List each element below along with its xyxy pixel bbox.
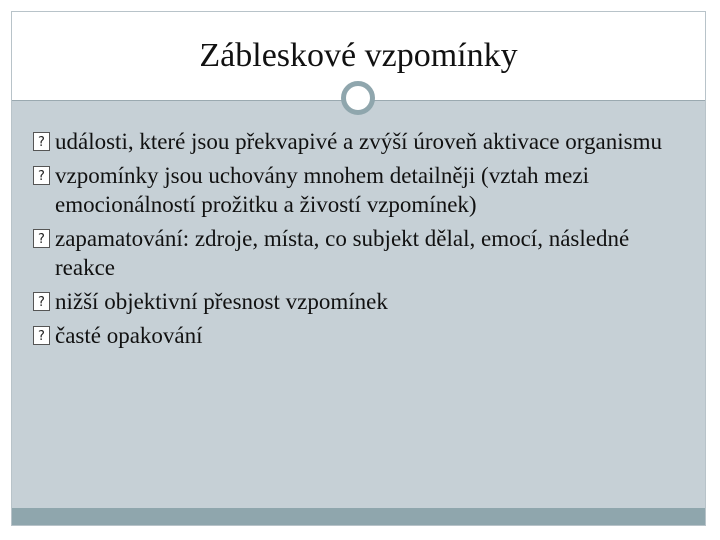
list-item — [33, 321, 693, 350]
list-item — [33, 224, 693, 282]
footer-bar — [12, 508, 705, 525]
ring-inner — [349, 89, 367, 107]
list-item-text: časté opakování — [55, 323, 203, 348]
missing-glyph-box-icon — [33, 132, 50, 151]
missing-glyph-box-icon — [33, 292, 50, 311]
missing-glyph-box-icon — [33, 326, 50, 345]
list-item-text: události, které jsou překvapivé a zvýší úroveň aktivace organismu — [55, 129, 662, 154]
list-item-text: vzpomínky jsou uchovány mnohem detailněji (vztah mezi emocionálností prožitku a živostí vzpomínek) — [55, 163, 589, 217]
missing-glyph-box-icon — [33, 229, 50, 248]
list-item-text: nižší objektivní přesnost vzpomínek — [55, 289, 388, 314]
slide-frame — [11, 11, 706, 526]
bullet-list — [33, 127, 693, 355]
list-item-text: zapamatování: zdroje, místa, co subjekt dělal, emocí, následné reakce — [55, 226, 630, 280]
missing-glyph-box-icon — [33, 166, 50, 185]
list-item — [33, 127, 693, 156]
ring-icon — [341, 81, 375, 115]
list-item — [33, 161, 693, 219]
list-item — [33, 287, 693, 316]
page-title: Zábleskové vzpomínky — [199, 37, 518, 74]
